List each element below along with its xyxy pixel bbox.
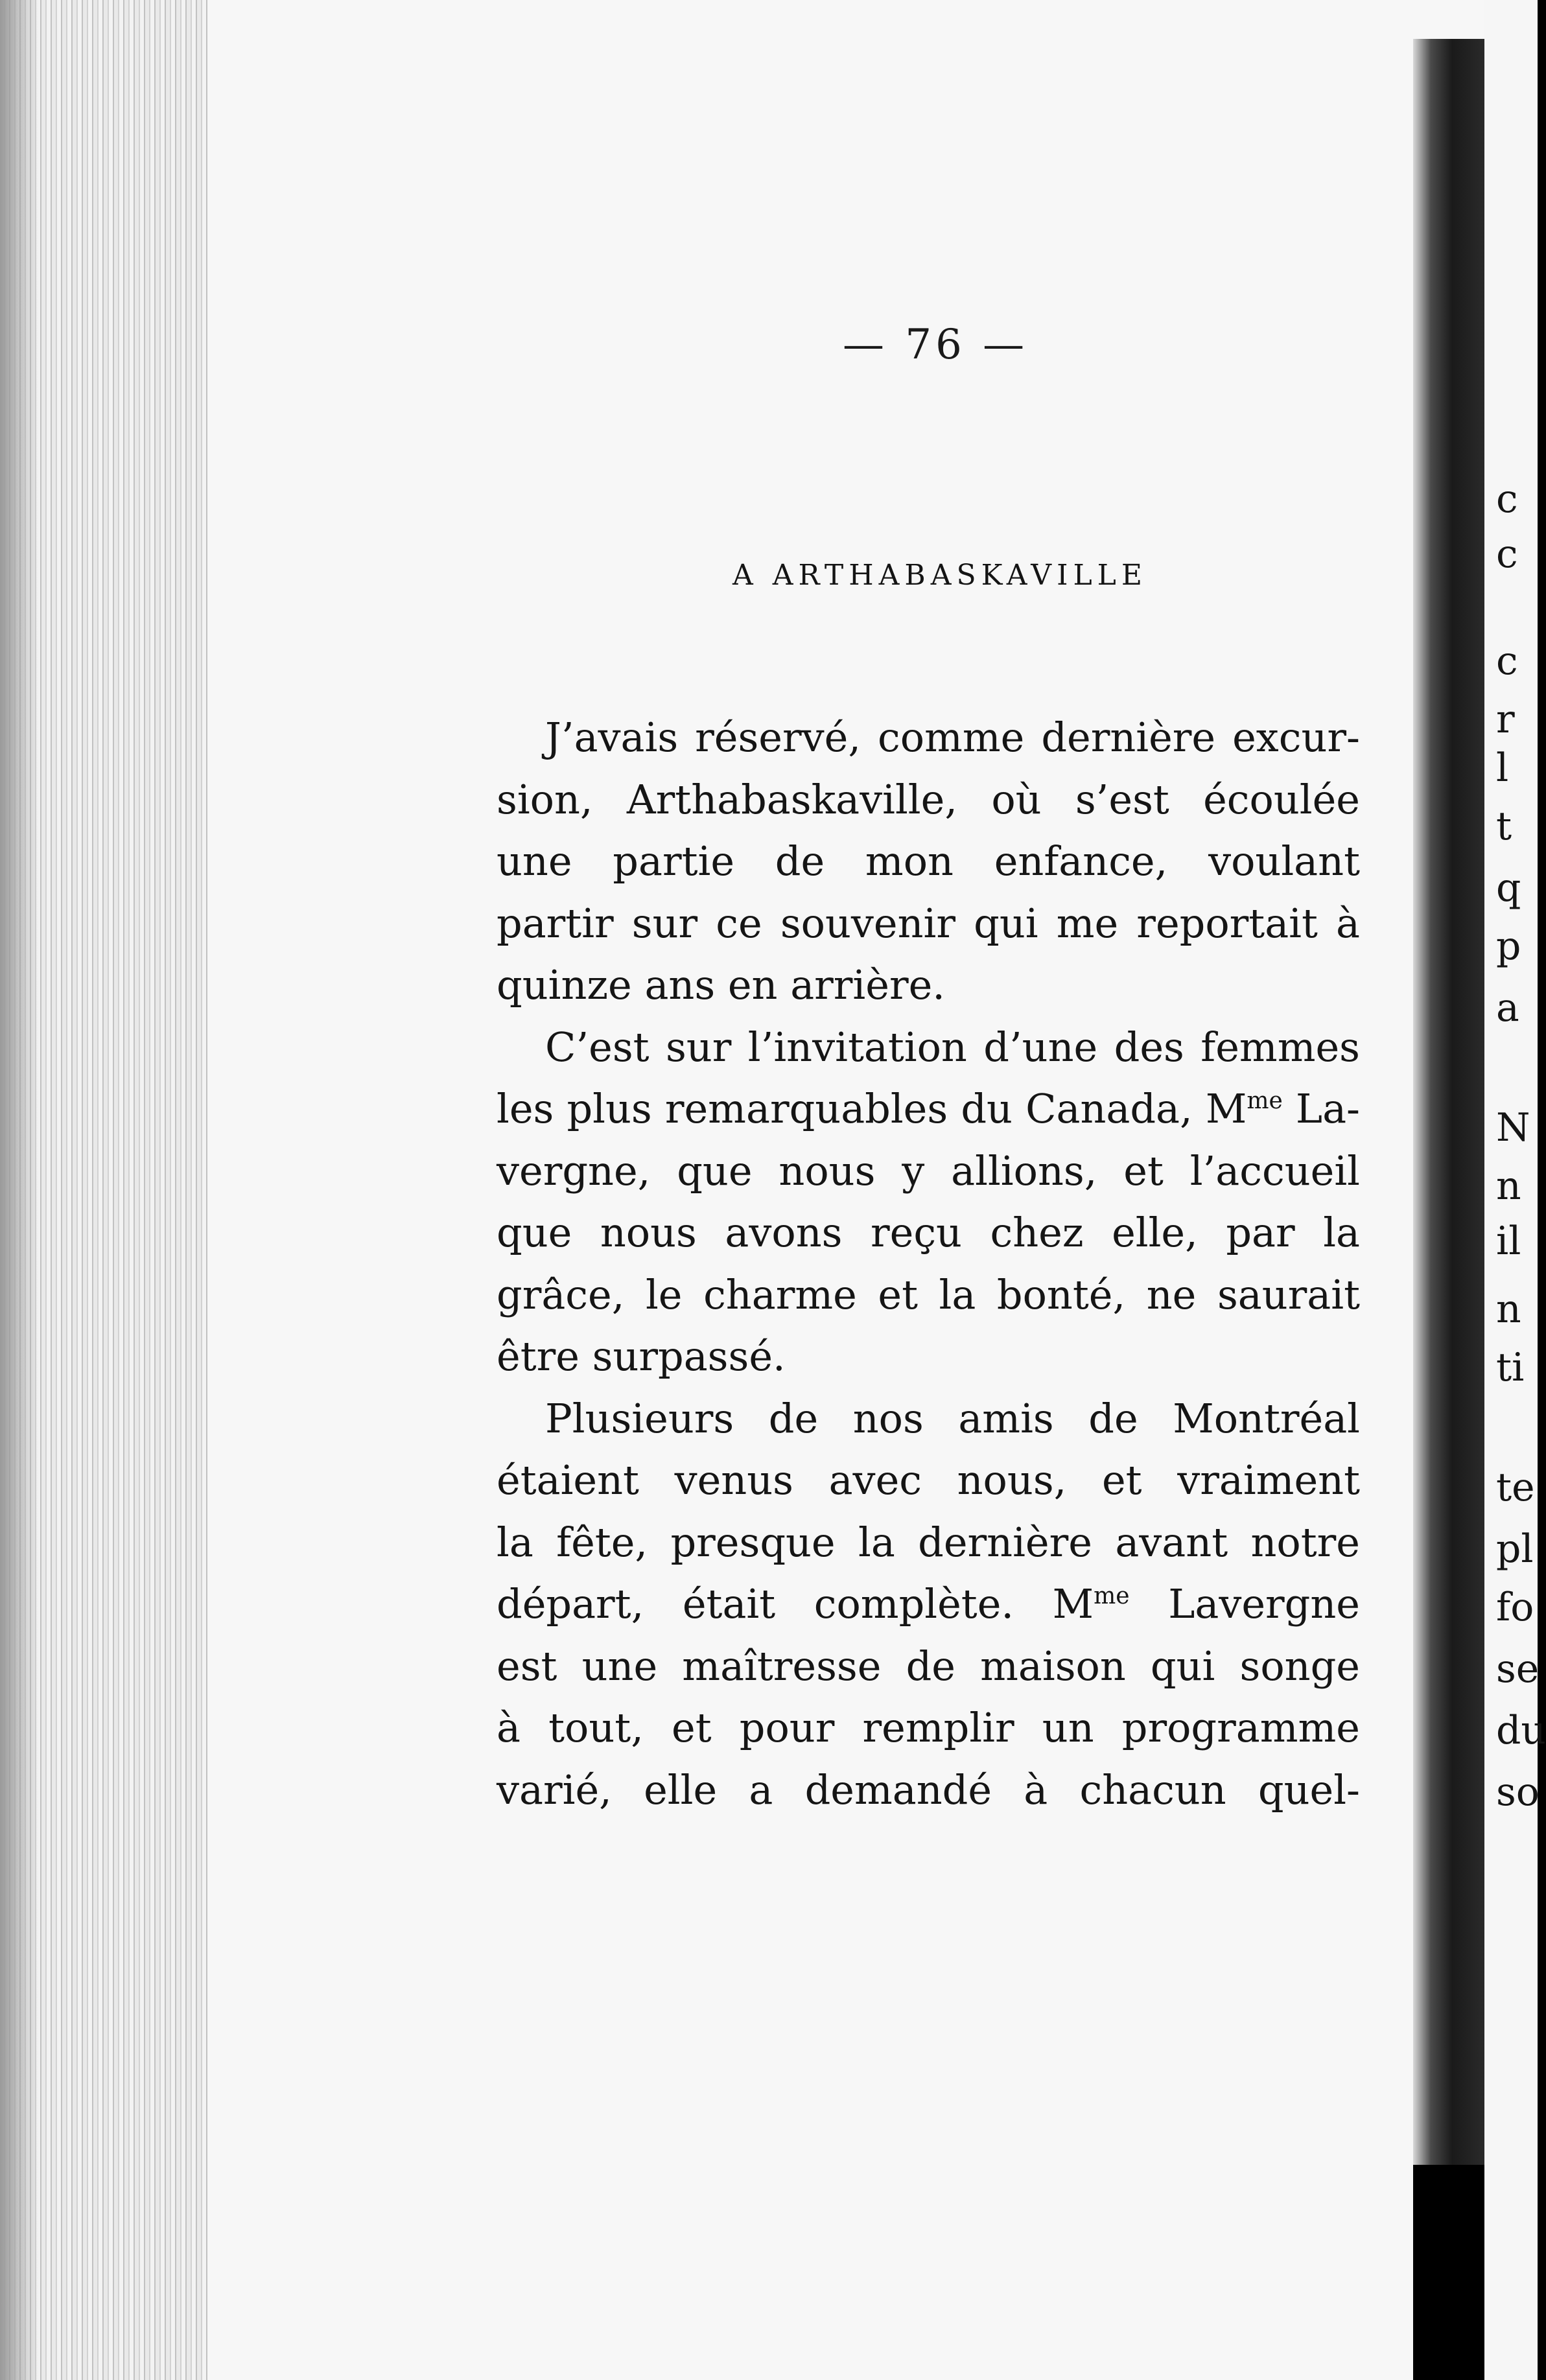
next-page-fragment: t xyxy=(1496,804,1512,849)
text-line: que nous avons reçu chez elle, par la xyxy=(497,1209,1360,1256)
next-page-fragment: c xyxy=(1496,638,1518,684)
paragraph xyxy=(497,1016,1360,1388)
next-page-fragment: te xyxy=(1496,1465,1535,1510)
next-page-fragment: n xyxy=(1496,1287,1521,1332)
next-page-fragment: c xyxy=(1496,531,1518,577)
next-page-edge xyxy=(1484,0,1546,2380)
next-page-fragment: N xyxy=(1496,1105,1530,1150)
next-page-fragment: fo xyxy=(1496,1585,1534,1630)
next-page-fragment: ti xyxy=(1496,1345,1525,1390)
next-page-fragment: pl xyxy=(1496,1526,1534,1572)
next-page-fragment: se xyxy=(1496,1646,1540,1692)
text-line: varié, elle a demandé à chacun quel- xyxy=(497,1766,1360,1814)
next-page-fragment: a xyxy=(1496,985,1519,1031)
text-line: est une maîtresse de maison qui songe xyxy=(497,1642,1360,1690)
text-line: C’est sur l’invitation d’une des femmes xyxy=(545,1023,1360,1071)
next-page-fragment: so xyxy=(1496,1769,1540,1815)
text-line: partir sur ce souvenir qui me reportait à xyxy=(497,899,1360,947)
chapter-heading: A ARTHABASKAVILLE xyxy=(732,559,1148,592)
book-gutter xyxy=(1413,39,1484,2165)
text-segment: La- xyxy=(1282,1085,1361,1132)
text-line: être surpassé. xyxy=(497,1333,786,1380)
text-line: vergne, que nous y allions, et l’accueil xyxy=(497,1147,1360,1195)
page-number: — 76 — xyxy=(843,321,1029,369)
text-line: grâce, le charme et la bonté, ne saurait xyxy=(497,1270,1360,1318)
text-segment: Lavergne xyxy=(1129,1580,1360,1628)
text-line: J’avais réservé, comme dernière excur- xyxy=(545,714,1360,761)
text-line: à tout, et pour remplir un programme xyxy=(497,1704,1360,1751)
next-page-fragment: q xyxy=(1496,865,1521,911)
page-edges xyxy=(0,0,207,2380)
text-line: quinze ans en arrière. xyxy=(497,961,945,1009)
text-line: la fête, presque la dernière avant notre xyxy=(497,1518,1360,1566)
next-page-fragment: du xyxy=(1496,1708,1546,1753)
text-segment: les plus remarquables du Canada, M xyxy=(497,1085,1247,1132)
text-line: sion, Arthabaskaville, où s’est écoulée xyxy=(497,775,1360,823)
text-line: étaient venus avec nous, et vraiment xyxy=(497,1456,1360,1504)
paragraph xyxy=(497,1388,1360,1821)
next-page-fragment: c xyxy=(1496,476,1518,522)
superscript: me xyxy=(1247,1088,1283,1114)
paragraph xyxy=(497,706,1360,1016)
text-line xyxy=(497,1078,1360,1140)
superscript: me xyxy=(1094,1583,1130,1609)
next-page-fragment: l xyxy=(1496,745,1509,791)
text-line: une partie de mon enfance, voulant xyxy=(497,837,1360,885)
next-page-fragment: p xyxy=(1496,924,1521,969)
next-page-fragment: il xyxy=(1496,1219,1521,1264)
text-line: Plusieurs de nos amis de Montréal xyxy=(545,1394,1360,1442)
next-page-fragment: r xyxy=(1496,697,1515,742)
body-text xyxy=(497,706,1360,1821)
text-segment: départ, était complète. M xyxy=(497,1580,1094,1628)
text-line xyxy=(497,1573,1360,1635)
next-page-fragment: n xyxy=(1496,1163,1521,1209)
